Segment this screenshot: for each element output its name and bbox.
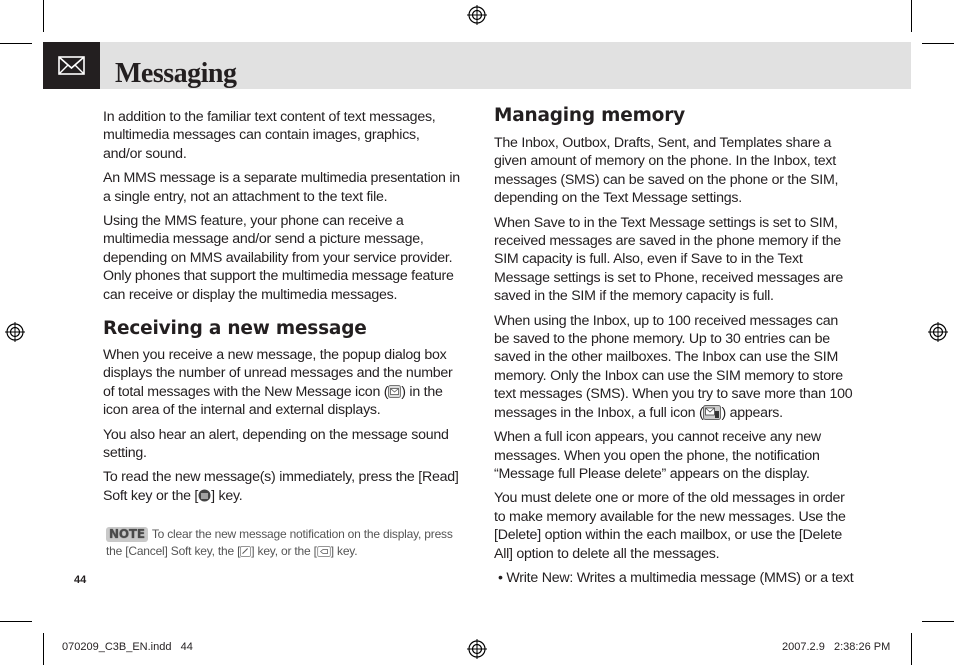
text-fragment: ] key. [330,543,358,558]
crop-mark [0,43,32,44]
text-fragment: To read the new message(s) immediately, press the [Read] Soft key or the [ [103,469,459,504]
crop-mark [0,621,32,622]
crop-mark [43,0,44,32]
registration-mark-icon [928,322,948,342]
paragraph: You also hear an alert, depending on the message sound setting. [103,426,449,462]
crop-mark [922,621,954,622]
note-badge: NOTE [106,527,148,542]
paragraph: The Inbox, Outbox, Drafts, Sent, and Templates share a given amount of memory on the phone. In the Inbox, text messages (SMS) can be saved on the phone or the SIM, depending on the Text Message settings. [494,135,839,207]
footer-filename: 070209_C3B_EN.indd 44 [62,641,193,653]
crop-mark [911,633,912,665]
section-heading-managing: Managing memory [494,105,685,126]
paragraph: An MMS message is a separate multimedia presentation in a single entry, not an attachment to the text file. [103,170,460,205]
ok-key-icon [198,489,211,502]
page-title: Messaging [115,58,237,89]
paragraph [494,312,854,422]
registration-mark-icon [467,5,487,25]
section-icon-box [43,42,100,89]
crop-mark [911,0,912,32]
text-fragment: ] key, or the [ [251,543,317,558]
paragraph: You must delete one or more of the old messages in order to make memory available for the new messages. Use the [Delete] option within the each mailbox, or use the [Delete All] option to delete all the messages. [494,490,846,562]
paragraph [103,346,461,420]
paragraph: When a full icon appears, you cannot receive any new messages. When you open the phone, the notification “Message full Please delete” appears on the display. [494,429,821,482]
registration-mark-icon [5,322,25,342]
text-fragment: When using the Inbox, up to 100 received messages can be saved to the phone memory. Up to 30 entries can be saved in the other mailboxes. The Inbox can use the SIM memory. Only the Inbox can use the SIM memory to store text messages (SMS). When you try to save more than 100 messages in the Inbox, a full icon ( [494,312,853,421]
end-key-icon [240,546,251,557]
text-fragment: To clear the new message notification on the display, press the [Cancel] Soft key, the [ [106,527,453,558]
note [106,526,456,559]
managing-text [494,134,854,593]
paragraph: In addition to the familiar text content of text messages, multimedia messages can contain images, graphics, and/or sound. [103,109,436,162]
receiving-text [103,346,461,511]
text-fragment: When you receive a new message, the popup dialog box displays the number of unread messages and the number of total messages with the New Message icon ( [103,347,453,400]
crop-mark [43,633,44,665]
paragraph: When Save to in the Text Message settings is set to SIM, received messages are saved in the phone memory if the SIM capacity is full. Also, even if Save to in the Text Message settings is set to Phone, received messages are saved in the SIM if the memory capacity is full. [494,214,844,305]
new-message-icon [388,385,401,398]
crop-mark [922,43,954,44]
text-fragment: ) appears. [721,404,783,421]
paragraph: Using the MMS feature, your phone can receive a multimedia message and/or send a picture message, depending on MMS availability from your service provider. Only phones that support the multimedia message feature can receive or display the multimedia messages. [103,213,454,303]
memory-full-icon [703,405,721,420]
paragraph [103,468,461,505]
clear-key-icon [317,546,331,557]
intro-text [103,108,461,310]
envelope-icon [43,42,100,89]
text-fragment: ] key. [211,487,243,504]
footer-timestamp: 2007.2.9 2:38:26 PM [782,641,891,653]
registration-mark-icon [467,639,487,659]
section-heading-receiving: Receiving a new message [103,318,367,339]
text-fragment: ) in the icon area of the internal and external displays. [103,383,443,419]
page-number: 44 [74,574,87,586]
list-item: • Write New: Writes a multimedia message (MMS) or a text [498,569,854,586]
